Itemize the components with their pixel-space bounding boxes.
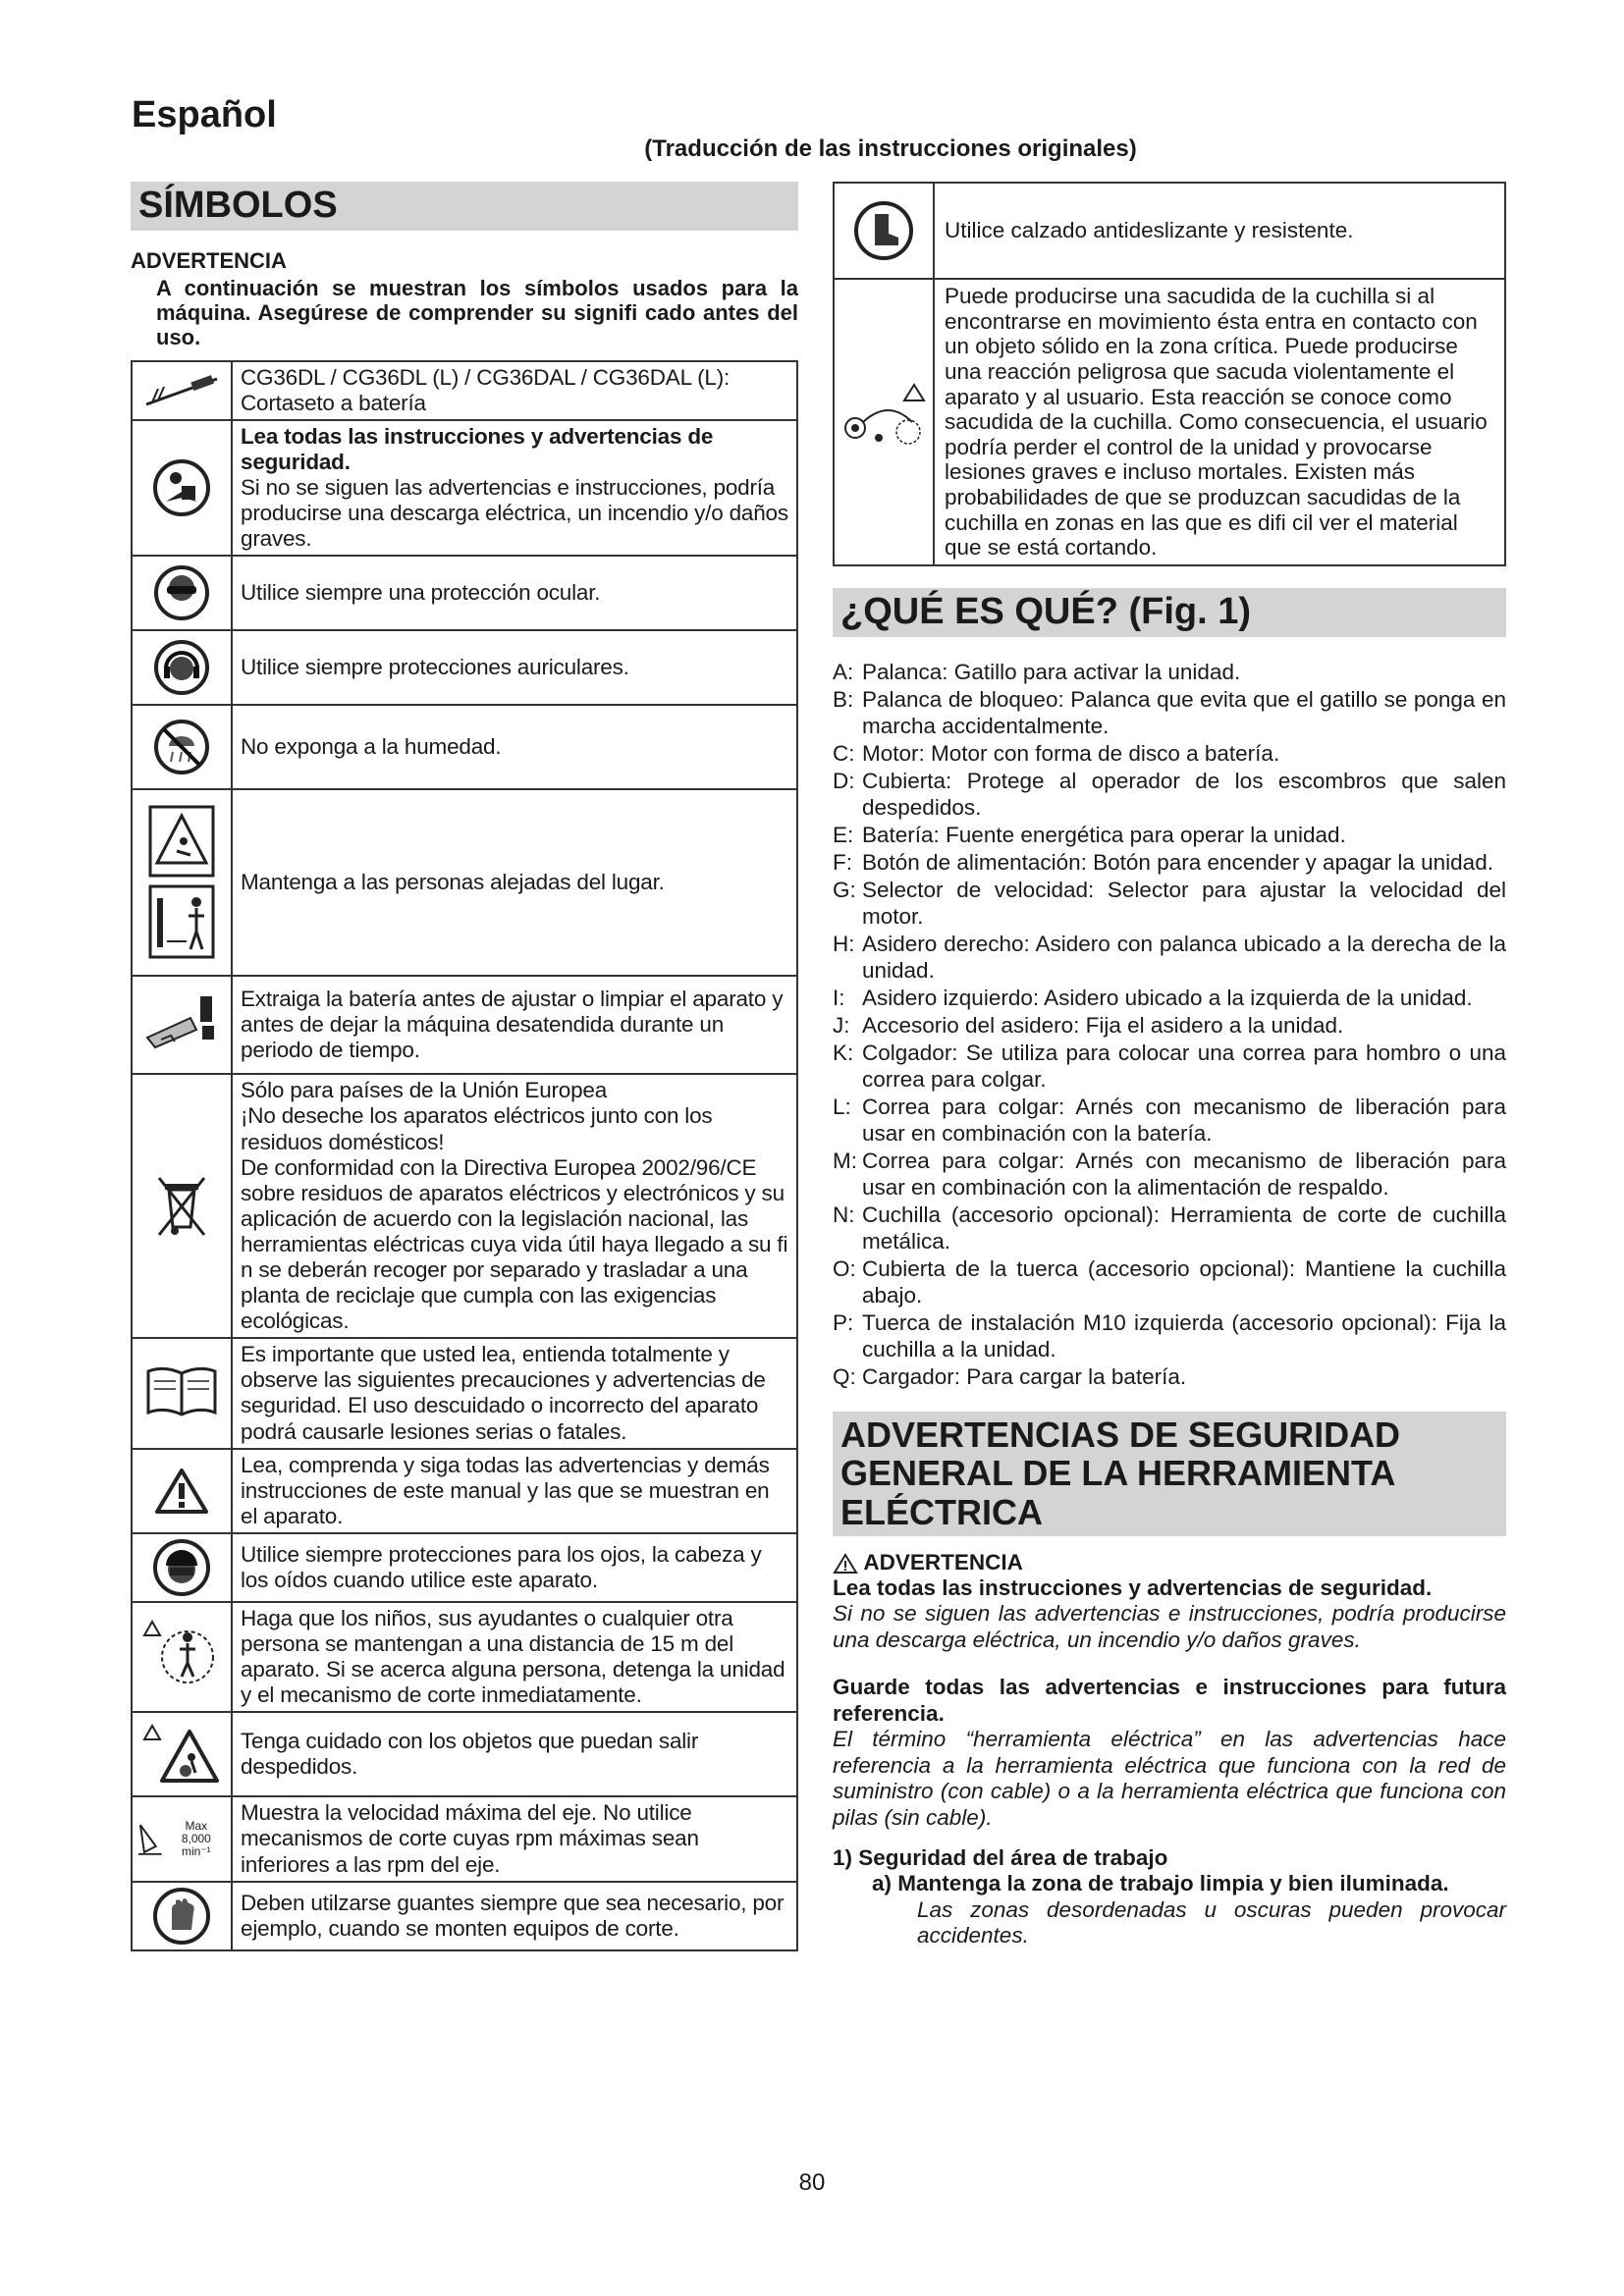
symbol-row bbox=[132, 789, 797, 976]
symbol-row bbox=[132, 1602, 797, 1712]
head-protection-icon bbox=[132, 1533, 232, 1602]
symbol-text: Tenga cuidado con los objetos que puedan salir despedidos. bbox=[232, 1712, 797, 1796]
symbol-row bbox=[834, 279, 1505, 565]
keep-bystanders-away-icon bbox=[132, 789, 232, 976]
right-column bbox=[833, 182, 1506, 1949]
list-item: L: Correa para colgar: Arnés con mecanismo de liberación para usar en combinación con la batería. bbox=[833, 1094, 1506, 1146]
list-item: M: Correa para colgar: Arnés con mecanismo de liberación para usar en combinación con la alimentación de respaldo. bbox=[833, 1148, 1506, 1200]
advertencias-p1-bold: Lea todas las instrucciones y advertencias de seguridad. bbox=[833, 1575, 1433, 1600]
page-number: 80 bbox=[798, 2169, 826, 2196]
list-item: Q: Cargador: Para cargar la batería. bbox=[833, 1363, 1187, 1389]
left-column bbox=[131, 182, 798, 1951]
advertencias-p2-bold: Guarde todas las advertencias e instrucciones para futura referencia. bbox=[833, 1675, 1506, 1726]
advertencias-p2-italic: El término “herramienta eléctrica” en las advertencias hace referencia a la herramienta eléctrica que funciona con la red de suministro (con cable) o a la herramienta eléctrica que funciona con pilas (sin cable). bbox=[833, 1727, 1506, 1830]
symbol-row bbox=[132, 1533, 797, 1602]
thrown-objects-icon bbox=[132, 1712, 232, 1796]
section-1a-text: Las zonas desordenadas u oscuras pueden provocar accidentes. bbox=[917, 1896, 1506, 1949]
no-rain-icon bbox=[132, 705, 232, 789]
symbol-row bbox=[132, 1449, 797, 1533]
warning-triangle-icon bbox=[132, 1449, 232, 1533]
symbol-row bbox=[132, 1074, 797, 1338]
symbol-row bbox=[132, 1712, 797, 1796]
right-symbols-table bbox=[833, 182, 1506, 566]
list-item: H: Asidero derecho: Asidero con palanca ubicado a la derecha de la unidad. bbox=[833, 931, 1506, 983]
symbol-text: Utilice siempre protecciones auriculares. bbox=[232, 630, 797, 705]
ear-protection-icon bbox=[132, 630, 232, 705]
symbols-heading: SÍMBOLOS bbox=[131, 182, 798, 231]
symbol-row bbox=[132, 1796, 797, 1881]
max-speed-icon: Max 8,000 min⁻¹ bbox=[132, 1796, 232, 1881]
list-item: A: Palanca: Gatillo para activar la unidad. bbox=[833, 659, 1241, 684]
symbols-warning-label: ADVERTENCIA bbox=[131, 247, 287, 273]
symbol-row bbox=[834, 183, 1505, 279]
symbol-row bbox=[132, 556, 797, 630]
symbol-row bbox=[132, 1882, 797, 1950]
children-distance-icon bbox=[132, 1602, 232, 1712]
boot-icon bbox=[834, 183, 934, 279]
open-book-icon bbox=[132, 1338, 232, 1448]
symbol-text: Extraiga la batería antes de ajustar o limpiar el aparato y antes de dejar la máquina desatendida durante un periodo de tiempo. bbox=[232, 976, 797, 1074]
symbol-row bbox=[132, 361, 797, 420]
symbol-text: No exponga a la humedad. bbox=[232, 705, 797, 789]
list-item: J: Accesorio del asidero: Fija el asidero a la unidad. bbox=[833, 1012, 1344, 1038]
list-item: F: Botón de alimentación: Botón para encender y apagar la unidad. bbox=[833, 849, 1493, 875]
list-item: G: Selector de velocidad: Selector para ajustar la velocidad del motor. bbox=[833, 877, 1506, 929]
read-manual-icon bbox=[132, 420, 232, 556]
warning-triangle-icon bbox=[833, 1553, 858, 1575]
symbol-text: Utilice siempre una protección ocular. bbox=[232, 556, 797, 630]
hedge-trimmer-icon bbox=[132, 361, 232, 420]
list-item: O: Cubierta de la tuerca (accesorio opcional): Mantiene la cuchilla abajo. bbox=[833, 1255, 1506, 1308]
symbol-row bbox=[132, 420, 797, 556]
advertencias-warning-label: ADVERTENCIA bbox=[833, 1550, 1506, 1575]
eye-protection-icon bbox=[132, 556, 232, 630]
symbol-text: Lea todas las instrucciones y advertencias de seguridad. Si no se siguen las advertencias e instrucciones, podría producirse una descarga eléctrica, un incendio y/o daños graves. bbox=[232, 420, 797, 556]
symbol-text: Lea, comprenda y siga todas las advertencias y demás instrucciones de este manual y las que se muestran en el aparato. bbox=[232, 1449, 797, 1533]
symbol-text: Mantenga a las personas alejadas del lugar. bbox=[232, 789, 797, 976]
language-title: Español bbox=[132, 94, 277, 135]
list-item: I: Asidero izquierdo: Asidero ubicado a la izquierda de la unidad. bbox=[833, 985, 1473, 1010]
symbol-text: Puede producirse una sacudida de la cuchilla si al encontrarse en movimiento ésta entra en contacto con un objeto sólido en la zona crítica. Puede producirse una reacción peligrosa que sacuda violentamente el aparato y al usuario. Esta reacción se conoce como sacudida de la cuchilla. Como consecuencia, el usuario podría perder el control de la unidad y provocarse lesiones graves e incluso mortales. Existen más probabilidades de que se produzcan sacudidas de la cuchilla en zonas en las que es difi cil ver el material que se está cortando. bbox=[934, 279, 1505, 565]
que-es-heading: ¿QUÉ ES QUÉ? (Fig. 1) bbox=[833, 588, 1506, 637]
list-item: E: Batería: Fuente energética para operar la unidad. bbox=[833, 822, 1346, 847]
list-item: P: Tuerca de instalación M10 izquierda (accesorio opcional): Fija la cuchilla a la unidad. bbox=[833, 1309, 1506, 1362]
kickback-icon bbox=[834, 279, 934, 565]
parts-list bbox=[833, 659, 1506, 1390]
remove-battery-icon bbox=[132, 976, 232, 1074]
section-1a-title: a) Mantenga la zona de trabajo limpia y bien iluminada. bbox=[872, 1871, 1449, 1896]
list-item: C: Motor: Motor con forma de disco a batería. bbox=[833, 740, 1280, 766]
symbol-text: Haga que los niños, sus ayudantes o cualquier otra persona se mantengan a una distancia de 15 m del aparato. Si se acerca alguna persona, detenga la unidad y el mecanismo de corte inmediatamente. bbox=[232, 1602, 797, 1712]
symbol-text: Sólo para países de la Unión Europea ¡No deseche los aparatos eléctricos junto con los residuos domésticos! De conformidad con la Directiva Europea 2002/96/CE sobre residuos de aparatos eléctricos y electrónicos y su aplicación de acuerdo con la legislación nacional, las herramientas eléctricas cuya vida útil haya llegado a su fi n se deberán recoger por separado y trasladar a una planta de reciclaje que cumpla con las exigencias ecológicas. bbox=[232, 1074, 797, 1338]
symbols-intro: A continuación se muestran los símbolos usados para la máquina. Asegúrese de comprender su signifi cado antes del uso. bbox=[156, 275, 798, 350]
symbol-row bbox=[132, 705, 797, 789]
list-item: B: Palanca de bloqueo: Palanca que evita que el gatillo se ponga en marcha accidentalmente. bbox=[833, 686, 1506, 738]
symbol-text: Muestra la velocidad máxima del eje. No utilice mecanismos de corte cuyas rpm máximas sean inferiores a las rpm del eje. bbox=[232, 1796, 797, 1881]
symbol-row bbox=[132, 1338, 797, 1448]
list-item: N: Cuchilla (accesorio opcional): Herramienta de corte de cuchilla metálica. bbox=[833, 1201, 1506, 1254]
symbols-table bbox=[131, 360, 798, 1951]
symbol-text: Utilice calzado antideslizante y resistente. bbox=[934, 183, 1505, 279]
symbol-text: CG36DL / CG36DL (L) / CG36DAL / CG36DAL (L): Cortaseto a batería bbox=[232, 361, 797, 420]
list-item: K: Colgador: Se utiliza para colocar una correa para hombro o una correa para colgar. bbox=[833, 1040, 1506, 1092]
translation-subtitle: (Traducción de las instrucciones originales) bbox=[644, 135, 1137, 162]
section-1-title: 1) Seguridad del área de trabajo bbox=[833, 1844, 1168, 1870]
list-item: D: Cubierta: Protege al operador de los escombros que salen despedidos. bbox=[833, 768, 1506, 820]
advertencias-p1-italic: Si no se siguen las advertencias e instrucciones, podría producirse una descarga eléctrica, un incendio y/o daños graves. bbox=[833, 1601, 1506, 1652]
symbol-text: Es importante que usted lea, entienda totalmente y observe las siguientes precauciones y advertencias de seguridad. El uso descuidado o incorrecto del aparato podrá causarle lesiones serias o fatales. bbox=[232, 1338, 797, 1448]
symbol-row bbox=[132, 630, 797, 705]
advertencias-heading: ADVERTENCIAS DE SEGURIDAD GENERAL DE LA HERRAMIENTA ELÉCTRICA bbox=[833, 1412, 1506, 1536]
symbol-text: Utilice siempre protecciones para los ojos, la cabeza y los oídos cuando utilice este aparato. bbox=[232, 1533, 797, 1602]
symbol-text: Deben utilzarse guantes siempre que sea necesario, por ejemplo, cuando se monten equipos de corte. bbox=[232, 1882, 797, 1950]
weee-bin-icon bbox=[132, 1074, 232, 1338]
gloves-icon bbox=[132, 1882, 232, 1950]
symbol-row bbox=[132, 976, 797, 1074]
